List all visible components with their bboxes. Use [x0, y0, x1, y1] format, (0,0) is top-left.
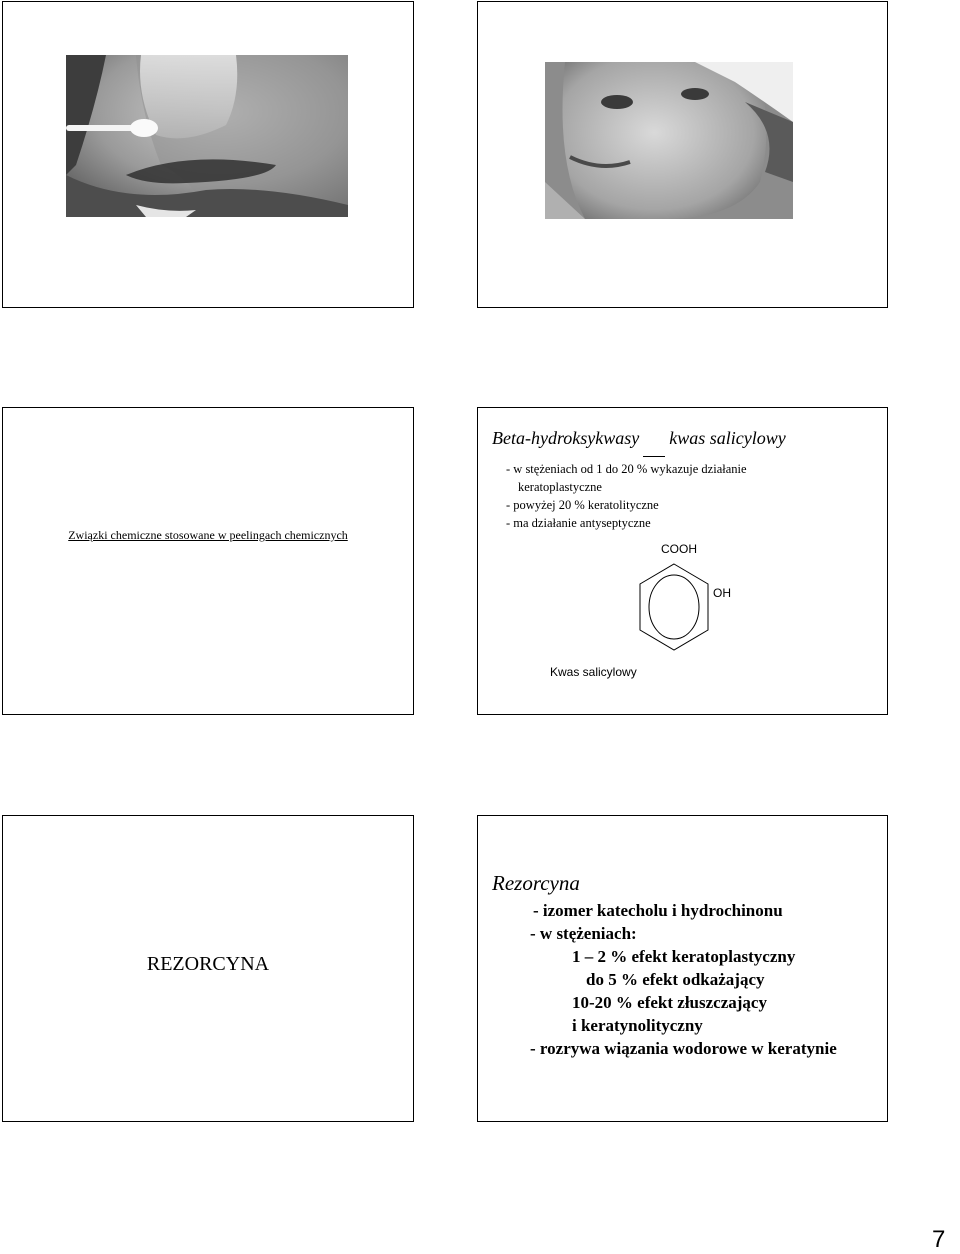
slide-4 [477, 407, 888, 715]
forehead-photo [66, 55, 348, 217]
body-line: 10-20 % efekt złuszczający [572, 993, 767, 1012]
structure-caption: Kwas salicylowy [550, 665, 637, 679]
slide-6 [477, 815, 888, 1122]
body-line: - izomer katecholu i hydrochinonu [533, 901, 783, 920]
slide-3 [2, 407, 414, 715]
bullet-line: - ma działanie antyseptyczne [506, 516, 651, 530]
bullet-line: keratoplastyczne [518, 480, 602, 494]
body-line: do 5 % efekt odkażający [586, 970, 765, 989]
body-line: 1 – 2 % efekt keratoplastyczny [572, 947, 796, 966]
bullet-line: - w stężeniach od 1 do 20 % wykazuje działanie [506, 462, 747, 476]
slide-5 [2, 815, 414, 1122]
heading-part-2: kwas salicylowy [669, 428, 786, 448]
body-line: i keratynolityczny [572, 1016, 703, 1035]
body-line: - w stężeniach: [530, 924, 637, 943]
slide-1 [2, 1, 414, 308]
slide-3-title: Związki chemiczne stosowane w peelingach chemicznych [68, 528, 348, 542]
oh-label: OH [713, 586, 731, 600]
cooh-label: COOH [661, 542, 697, 556]
slide-6-body [530, 899, 837, 1060]
heading-part-1: Beta-hydroksykwasy [492, 428, 640, 448]
slide-4-bullets [506, 460, 747, 532]
slide-2 [477, 1, 888, 308]
face-photo [545, 62, 793, 219]
bullet-line: - powyżej 20 % keratolityczne [506, 498, 659, 512]
slide-5-title: REZORCYNA [146, 953, 270, 975]
page-number: 7 [932, 1226, 946, 1253]
slide-6-heading: Rezorcyna [492, 871, 580, 895]
benzene-ring-diagram [633, 558, 713, 668]
slide-4-heading [492, 428, 786, 449]
body-line: - rozrywa wiązania wodorowe w keratynie [530, 1039, 837, 1058]
